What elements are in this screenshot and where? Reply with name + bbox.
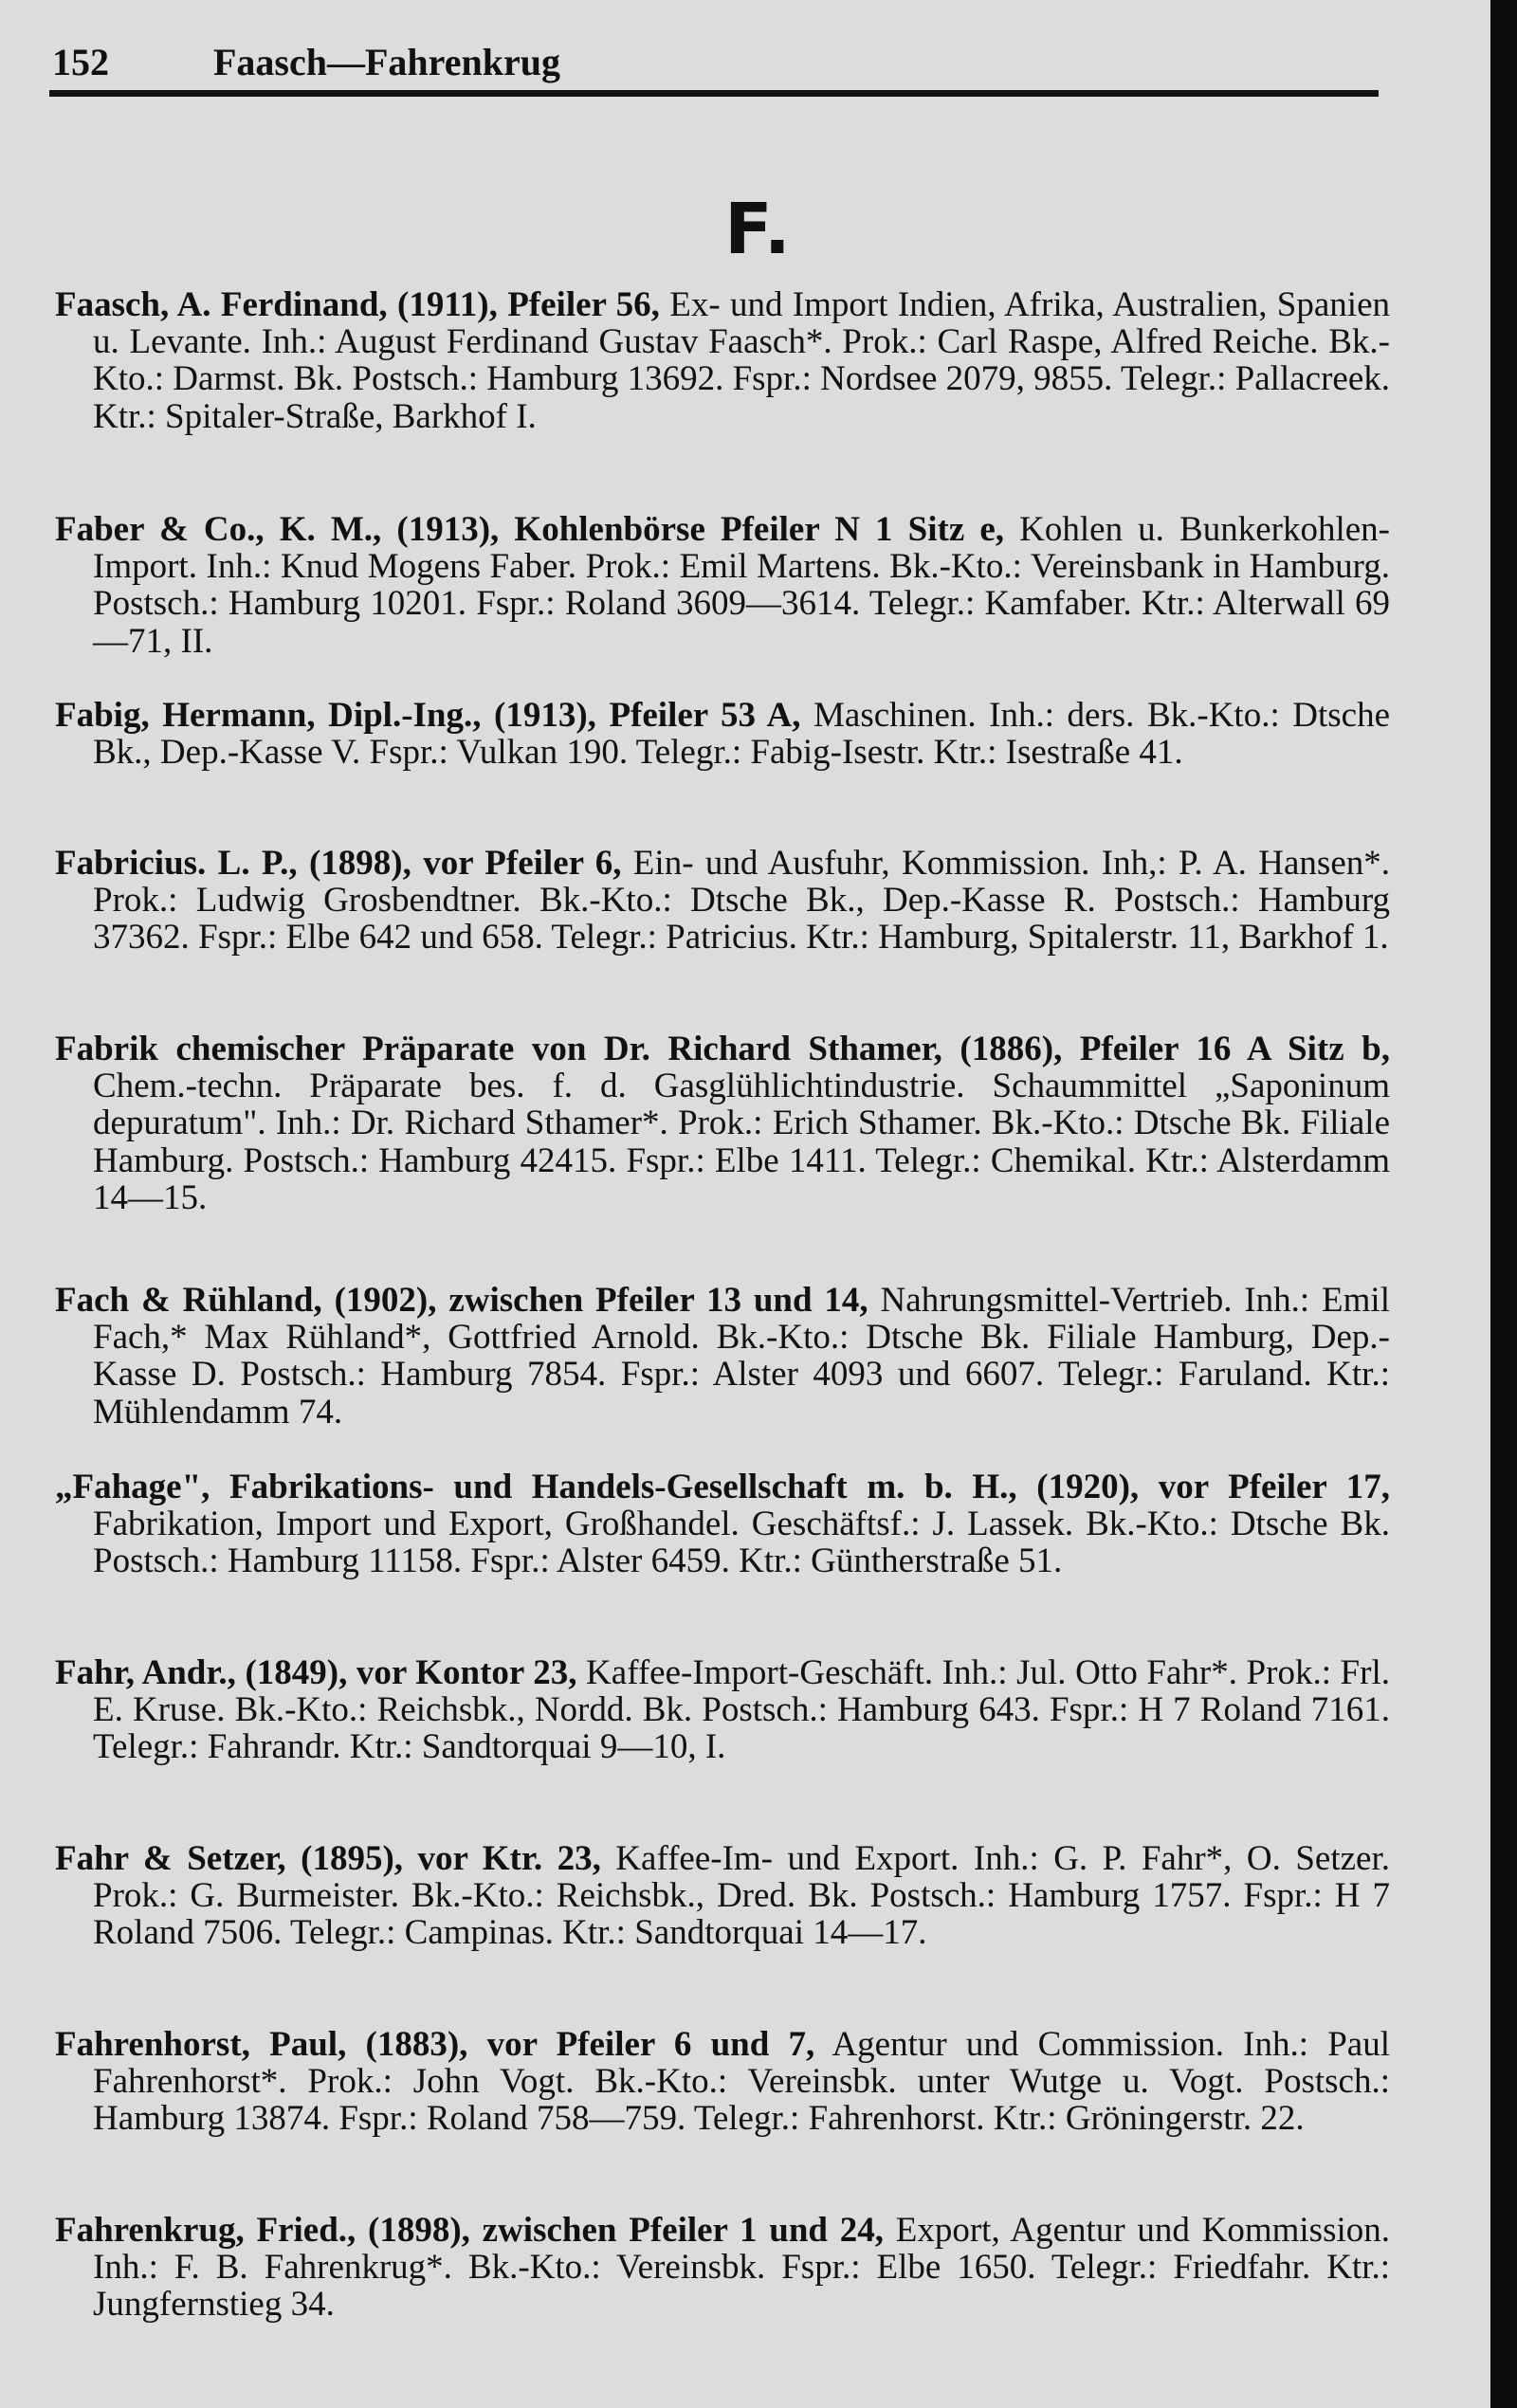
entry-body: Ein- und Ausfuhr, Kommission. Inh,: P. A. Hansen*. Prok.: Ludwig Grosbendtner. Bk.-Kto.: Dtsche Bk., Dep.-Kasse R. Postsch.: Hamburg 37362. Fspr.: Elbe 642 und 658. Telegr.: Patricius. Ktr.: Hamburg, Spitalerstr. 11, Barkhof 1.	[93, 844, 1390, 958]
entry-body: Maschinen. Inh.: ders. Bk.-Kto.: Dtsche Bk., Dep.-Kasse V. Fspr.: Vulkan 190. Telegr.: Fabig-Isestr. Ktr.: Isestraße 41.	[93, 696, 1390, 773]
entry-body: Kaffee-Im- und Export. Inh.: G. P. Fahr*, O. Setzer. Prok.: G. Burmeister. Bk.-Kto.: Reichsbk., Dred. Bk. Postsch.: Hamburg 1757. Fspr.: H 7 Roland 7506. Telegr.: Campinas. Ktr.: Sandtorquai 14—17.	[93, 1839, 1390, 1953]
running-title: Faasch—Fahrenkrug	[213, 41, 560, 83]
directory-entry	[55, 1654, 1390, 1766]
entry-body: Chem.-techn. Präparate bes. f. d. Gasglühlichtindustrie. Schaummittel „Saponinum depuratum". Inh.: Dr. Richard Sthamer*. Prok.: Erich Sthamer. Bk.-Kto.: Dtsche Bk. Filiale Hamburg. Postsch.: Hamburg 42415. Fspr.: Elbe 1411. Telegr.: Chemikal. Ktr.: Alsterdamm 14—15.	[93, 1067, 1390, 1217]
directory-entry	[55, 2026, 1390, 2138]
entry-head: Fahrenkrug, Fried., (1898), zwischen Pfeiler 1 und 24,	[55, 2211, 885, 2250]
directory-entry	[55, 511, 1390, 660]
entry-body: Agentur und Commission. Inh.: Paul Fahrenhorst*. Prok.: John Vogt. Bk.-Kto.: Vereinsbk. unter Wutge u. Vogt. Postsch.: Hamburg 13874. Fspr.: Roland 758—759. Telegr.: Fahrenhorst. Ktr.: Gröningerstr. 22.	[93, 2025, 1390, 2139]
entry-head: Fahrenhorst, Paul, (1883), vor Pfeiler 6 und 7,	[55, 2025, 815, 2064]
entry-head: „Fahage", Fabrikations- und Handels-Gesellschaft m. b. H., (1920), vor Pfeiler 17,	[55, 1468, 1390, 1506]
entry-body: Kohlen u. Bunkerkohlen-Import. Inh.: Knud Mogens Faber. Prok.: Emil Martens. Bk.-Kto.: Vereinsbank in Hamburg. Postsch.: Hamburg 10201. Fspr.: Roland 3609—3614. Telegr.: Kamfaber. Ktr.: Alterwall 69—71, II.	[93, 510, 1390, 661]
entry-head: Fahr, Andr., (1849), vor Kontor 23,	[55, 1653, 577, 1692]
page-edge-shadow	[1490, 0, 1517, 2408]
section-letter: F.	[724, 189, 793, 270]
directory-entry	[55, 1031, 1390, 1216]
page-number: 152	[52, 41, 109, 83]
entry-head: Faber & Co., K. M., (1913), Kohlenbörse Pfeiler N 1 Sitz e,	[55, 510, 1005, 549]
entry-head: Fahr & Setzer, (1895), vor Ktr. 23,	[55, 1839, 601, 1878]
entry-head: Faasch, A. Ferdinand, (1911), Pfeiler 56,	[55, 285, 660, 324]
entry-body: Fabrikation, Import und Export, Großhandel. Geschäftsf.: J. Lassek. Bk.-Kto.: Dtsche Bk. Postsch.: Hamburg 11158. Fspr.: Alster 6459. Ktr.: Güntherstraße 51.	[93, 1505, 1390, 1581]
entry-head: Fabrik chemischer Präparate von Dr. Richard Sthamer, (1886), Pfeiler 16 A Sitz b,	[55, 1030, 1390, 1068]
directory-entry	[55, 2212, 1390, 2324]
directory-entry	[55, 1282, 1390, 1431]
entry-body: Ex- und Import Indien, Afrika, Australien, Spanien u. Levante. Inh.: August Ferdinand Gustav Faasch*. Prok.: Carl Raspe, Alfred Reiche. Bk.-Kto.: Darmst. Bk. Postsch.: Hamburg 13692. Fspr.: Nordsee 2079, 9855. Telegr.: Pallacreek. Ktr.: Spitaler-Straße, Barkhof I.	[93, 285, 1390, 436]
directory-entry	[55, 1840, 1390, 1952]
running-header	[52, 32, 1375, 82]
entry-body: Export, Agentur und Kommission. Inh.: F. B. Fahrenkrug*. Bk.-Kto.: Vereinsbk. Fspr.: Elbe 1650. Telegr.: Friedfahr. Ktr.: Jungfernstieg 34.	[93, 2211, 1391, 2325]
entry-body: Kaffee-Import-Geschäft. Inh.: Jul. Otto Fahr*. Prok.: Frl. E. Kruse. Bk.-Kto.: Reichsbk., Nordd. Bk. Postsch.: Hamburg 643. Fspr.: H 7 Roland 7161. Telegr.: Fahrandr. Ktr.: Sandtorquai 9—10, I.	[93, 1653, 1390, 1767]
directory-entry	[55, 845, 1390, 957]
entry-head: Fach & Rühland, (1902), zwischen Pfeiler 13 und 14,	[55, 1281, 868, 1320]
directory-entry	[55, 697, 1390, 771]
entry-head: Fabig, Hermann, Dipl.-Ing., (1913), Pfeiler 53 A,	[55, 696, 801, 735]
entry-head: Fabricius. L. P., (1898), vor Pfeiler 6,	[55, 844, 622, 883]
header-rule	[49, 90, 1379, 97]
directory-entry	[55, 286, 1390, 435]
directory-entry	[55, 1469, 1390, 1580]
entry-body: Nahrungsmittel-Vertrieb. Inh.: Emil Fach,* Max Rühland*, Gottfried Arnold. Bk.-Kto.: Dtsche Bk. Filiale Hamburg, Dep.-Kasse D. Postsch.: Hamburg 7854. Fspr.: Alster 4093 und 6607. Telegr.: Faruland. Ktr.: Mühlendamm 74.	[93, 1281, 1390, 1432]
